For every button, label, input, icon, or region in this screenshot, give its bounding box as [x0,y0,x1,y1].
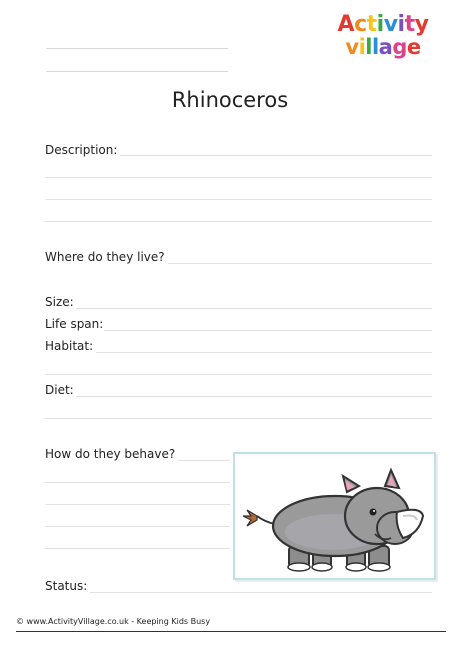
description-answer-line[interactable] [120,155,432,156]
logo-word-village: village [345,35,421,59]
page-title: Rhinoceros [171,88,289,112]
behave-answer-line[interactable] [45,482,230,483]
activity-village-logo [328,14,438,58]
habitat-label: Habitat: [45,339,94,353]
behave-answer-line[interactable] [178,460,230,461]
behave-answer-line[interactable] [45,548,230,549]
life-span-answer-line[interactable] [104,330,432,331]
description-answer-line[interactable] [45,177,432,178]
where-live-answer-line[interactable] [168,263,432,264]
logo-word-activity: Activity [337,12,429,37]
description-answer-line[interactable] [45,221,432,222]
status-answer-line[interactable] [90,592,432,593]
footer-copyright: © www.ActivityVillage.co.uk - Keeping Kids Busy [16,617,211,626]
name-line-2[interactable] [46,71,228,72]
behave-answer-line[interactable] [45,526,230,527]
diet-answer-line[interactable] [76,396,432,397]
diet-label: Diet: [45,383,74,397]
behave-answer-line[interactable] [45,504,230,505]
description-answer-line[interactable] [45,199,432,200]
diet-answer-line[interactable] [45,418,432,419]
footer-divider [16,631,446,632]
rhinoceros-illustration [235,454,434,578]
rhino-picture-frame [233,452,436,580]
size-answer-line[interactable] [76,308,432,309]
name-line-1[interactable] [46,48,228,49]
size-label: Size: [45,295,74,309]
habitat-answer-line[interactable] [45,374,432,375]
life-span-label: Life span: [45,317,104,331]
description-label: Description: [45,143,118,157]
behave-label: How do they behave? [45,447,176,461]
status-label: Status: [45,579,88,593]
where-live-label: Where do they live? [45,250,165,264]
habitat-answer-line[interactable] [96,352,432,353]
